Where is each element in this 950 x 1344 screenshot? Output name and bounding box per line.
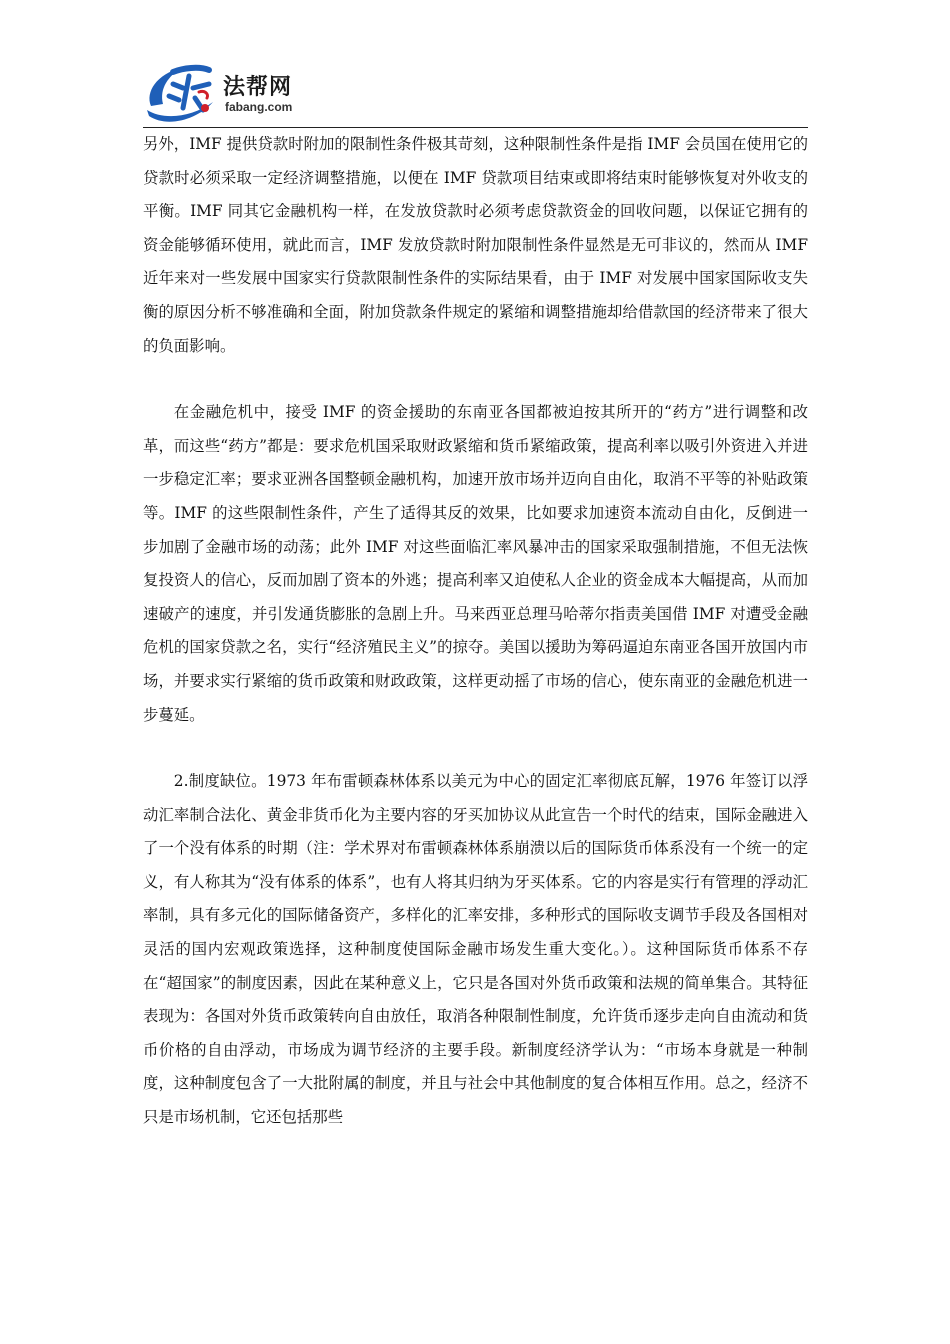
paragraph-1: 另外，IMF 提供贷款时附加的限制性条件极其苛刻，这种限制性条件是指 IMF 会员国在使用它的贷款时必须采取一定经济调整措施，以便在 IMF 贷款项目结束或即将结束时能够恢复对外收支的平衡。IMF 同其它金融机构一样，在发放贷款时必须考虑贷款资金的回收问题，以保证它拥有的资金能够循环使用，就此而言，IMF 发放贷款时附加限制性条件显然是无可非议的，然而从 IMF 近年来对一些发展中国家实行贷款限制性条件的实际结果看，由于 IMF 对发展中国家国际收支失衡的原因分析不够准确和全面，附加贷款条件规定的紧缩和调整措施却给借款国的经济带来了很大的负面影响。 xyxy=(143,135,808,355)
paragraph-gap xyxy=(143,732,808,765)
fabang-logo-icon xyxy=(143,58,223,128)
logo-title: 法帮网 xyxy=(223,75,293,100)
logo-domain: fabang.com xyxy=(225,100,293,114)
paragraph-3: 2.制度缺位。1973 年布雷顿森林体系以美元为中心的固定汇率彻底瓦解，1976 年签订以浮动汇率制合法化、黄金非货币化为主要内容的牙买加协议从此宣告一个时代的结束，国际金融进入了一个没有体系的时期（注：学术界对布雷顿森林体系崩溃以后的国际货币体系没有一个统一的定义，有人称其为“没有体系的体系”，也有人将其归纳为牙买体系。它的内容是实行有管理的浮动汇率制，具有多元化的国际储备资产，多样化的汇率安排，多种形式的国际收支调节手段及各国相对灵活的国内宏观政策选择，这种制度使国际金融市场发生重大变化。）。这种国际货币体系不存在“超国家”的制度因素，因此在某种意义上，它只是各国对外货币政策和法规的简单集合。其特征表现为：各国对外货币政策转向自由放任，取消各种限制性制度，允许货币逐步走向自由流动和货币价格的自由浮动，市场成为调节经济的主要手段。新制度经济学认为：“市场本身就是一种制度，这种制度包含了一大批附属的制度，并且与社会中其他制度的复合体相互作用。总之，经济不只是市场机制，它还包括那些 xyxy=(143,772,808,1127)
page-header xyxy=(143,58,808,130)
document-body xyxy=(143,128,808,1135)
paragraph-2: 在金融危机中，接受 IMF 的资金援助的东南亚各国都被迫按其所开的“药方”进行调整和改革，而这些“药方”都是：要求危机国采取财政紧缩和货币紧缩政策，提高利率以吸引外资进入并进一步稳定汇率；要求亚洲各国整顿金融机构，加速开放市场并迈向自由化，取消不平等的补贴政策等。IMF 的这些限制性条件，产生了适得其反的效果，比如要求加速资本流动自由化，反倒进一步加剧了金融市场的动荡；此外 IMF 对这些面临汇率风暴冲击的国家采取强制措施，不但无法恢复投资人的信心，反而加剧了资本的外逃；提高利率又迫使私人企业的资金成本大幅提高，从而加速破产的速度，并引发通货膨胀的急剧上升。马来西亚总理马哈蒂尔指责美国借 IMF 对遭受金融危机的国家贷款之名，实行“经济殖民主义”的掠夺。美国以援助为筹码逼迫东南亚各国开放国内市场，并要求实行紧缩的货币政策和财政政策，这样更动摇了市场的信心，使东南亚的金融危机进一步蔓延。 xyxy=(143,403,808,724)
logo-text xyxy=(223,76,292,114)
paragraph-gap xyxy=(143,363,808,396)
